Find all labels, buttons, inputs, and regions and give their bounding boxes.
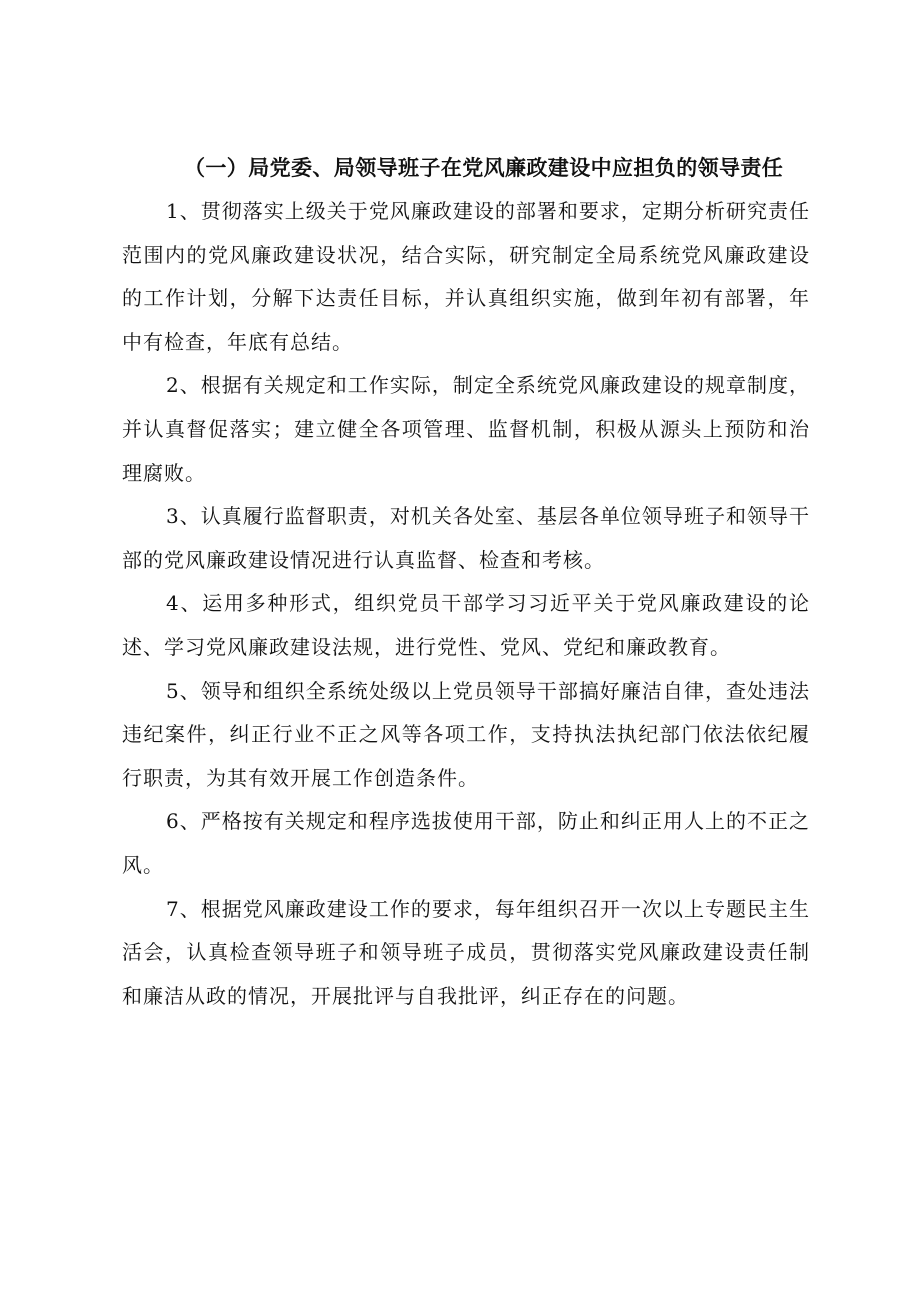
paragraph-1: 1、贯彻落实上级关于党风廉政建设的部署和要求，定期分析研究责任范围内的党风廉政建设状况，结合实际，研究制定全局系统党风廉政建设的工作计划，分解下达责任目标，并认真组织实施，做到年初有部署，年中有检查，年底有总结。 <box>122 199 810 354</box>
document-page <box>122 146 810 1018</box>
paragraph-5: 5、领导和组织全系统处级以上党员领导干部搞好廉洁自律，查处违法违纪案件，纠正行业不正之风等各项工作，支持执法执纪部门依法依纪履行职责，为其有效开展工作创造条件。 <box>122 678 810 790</box>
paragraph-7: 7、根据党风廉政建设工作的要求，每年组织召开一次以上专题民主生活会，认真检查领导班子和领导班子成员，贯彻落实党风廉政建设责任制和廉洁从政的情况，开展批评与自我批评，纠正存在的问题。 <box>122 896 810 1008</box>
paragraph-4: 4、运用多种形式，组织党员干部学习习近平关于党风廉政建设的论述、学习党风廉政建设法规，进行党性、党风、党纪和廉政教育。 <box>122 591 810 659</box>
paragraph-6: 6、严格按有关规定和程序选拔使用干部，防止和纠正用人上的不正之风。 <box>122 809 810 877</box>
paragraph-3: 3、认真履行监督职责，对机关各处室、基层各单位领导班子和领导干部的党风廉政建设情况进行认真监督、检查和考核。 <box>122 504 810 572</box>
paragraph-2: 2、根据有关规定和工作实际，制定全系统党风廉政建设的规章制度，并认真督促落实；建立健全各项管理、监督机制，积极从源头上预防和治理腐败。 <box>122 373 810 485</box>
section-heading: （一）局党委、局领导班子在党风廉政建设中应担负的领导责任 <box>184 156 784 180</box>
